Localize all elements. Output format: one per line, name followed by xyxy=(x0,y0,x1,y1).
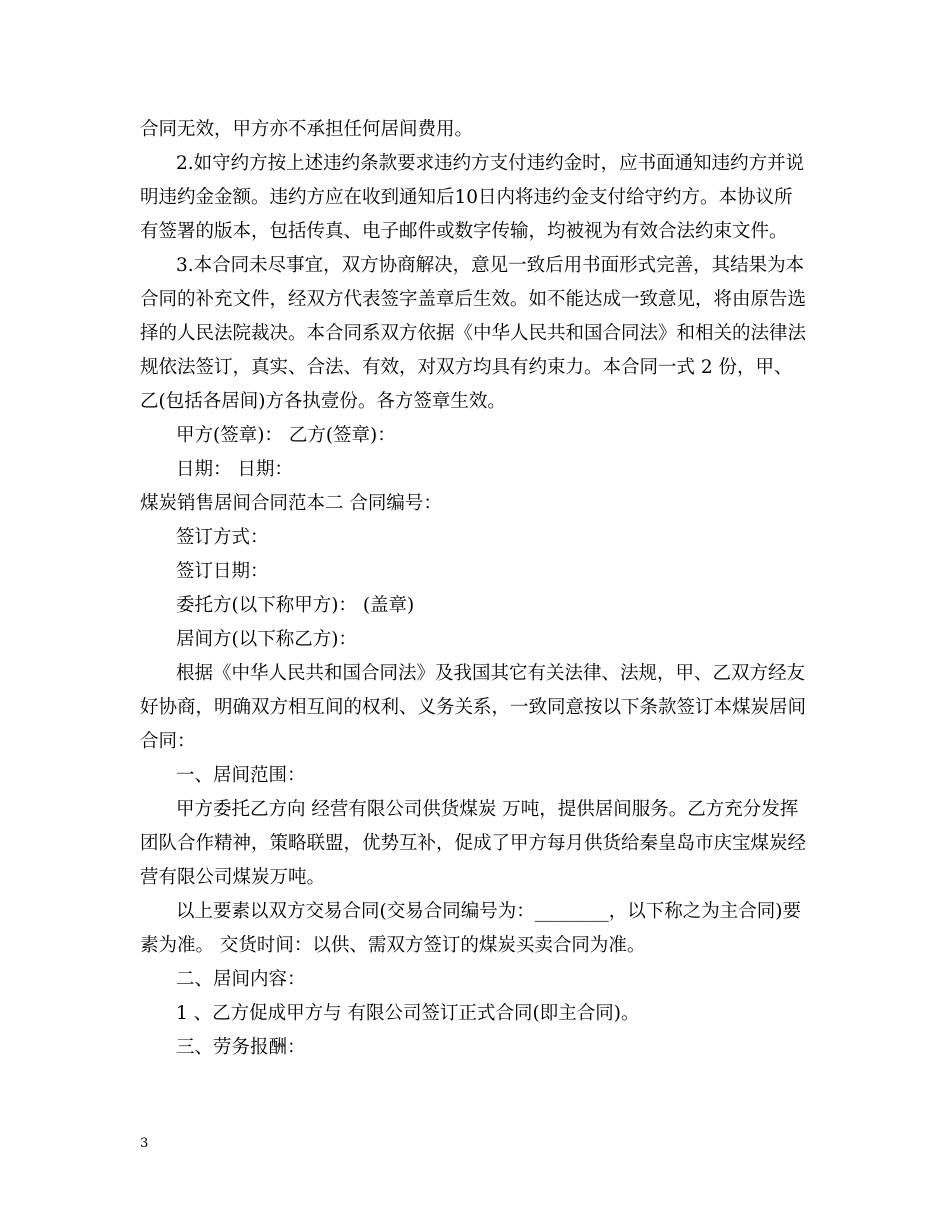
paragraph-line: 合同： xyxy=(140,731,196,752)
paragraph-line: 1 、乙方促成甲方与 有限公司签订正式合同(即主合同)。 xyxy=(176,1003,640,1024)
paragraph-line: 好协商，明确双方相互间的权利、义务关系，一致同意按以下条款签订本煤炭居间 xyxy=(140,697,807,718)
paragraph-line: 3.本合同未尽事宜，双方协商解决，意见一致后用书面形式完善，其结果为本 xyxy=(176,255,805,276)
paragraph-line: 有签署的版本，包括传真、电子邮件或数字传输，均被视为有效合法约束文件。 xyxy=(140,221,788,242)
field-line: 居间方(以下称乙方)： xyxy=(176,629,357,650)
section-heading: 三、劳务报酬： xyxy=(176,1037,306,1058)
paragraph-line: 合同无效，甲方亦不承担任何居间费用。 xyxy=(140,119,474,140)
paragraph-line: 团队合作精神，策略联盟，优势互补，促成了甲方每月供货给秦皇岛市庆宝煤炭经 xyxy=(140,833,807,854)
field-line: 签订日期： xyxy=(176,561,269,582)
paragraph-line: 明违约金金额。违约方应在收到通知后10日内将违约金支付给守约方。本协议所 xyxy=(140,187,793,208)
section-title: 煤炭销售居间合同范本二 合同编号： xyxy=(140,493,442,514)
paragraph-line: 择的人民法院裁决。本合同系双方依据《中华人民共和国合同法》和相关的法律法 xyxy=(140,323,807,344)
paragraph-line: 根据《中华人民共和国合同法》及我国其它有关法律、法规，甲、乙双方经友 xyxy=(176,663,806,684)
paragraph-line: 以上要素以双方交易合同(交易合同编号为：________，以下称之为主合同)要 xyxy=(176,901,801,922)
field-line: 委托方(以下称甲方)： (盖章) xyxy=(176,595,415,616)
section-heading: 二、居间内容： xyxy=(176,969,306,990)
paragraph-line: 乙(包括各居间)方各执壹份。各方签章生效。 xyxy=(140,391,506,412)
date-line: 日期： 日期： xyxy=(176,459,293,480)
section-heading: 一、居间范围： xyxy=(176,765,306,786)
paragraph-line: 合同的补充文件，经双方代表签字盖章后生效。如不能达成一致意见，将由原告选 xyxy=(140,289,807,310)
paragraph-line: 素为准。 交货时间：以供、需双方签订的煤炭买卖合同为准。 xyxy=(140,935,646,956)
paragraph-line: 营有限公司煤炭万吨。 xyxy=(140,867,326,888)
paragraph-line: 甲方委托乙方向 经营有限公司供货煤炭 万吨，提供居间服务。乙方充分发挥 xyxy=(176,799,799,820)
paragraph-line: 2.如守约方按上述违约条款要求违约方支付违约金时，应书面通知违约方并说 xyxy=(176,153,805,174)
signature-line: 甲方(签章)： 乙方(签章)： xyxy=(176,425,396,446)
page-number: 3 xyxy=(140,1136,149,1151)
paragraph-line: 规依法签订，真实、合法、有效，对双方均具有约束力。本合同一式 2 份，甲、 xyxy=(140,357,793,378)
field-line: 签订方式： xyxy=(176,527,269,548)
